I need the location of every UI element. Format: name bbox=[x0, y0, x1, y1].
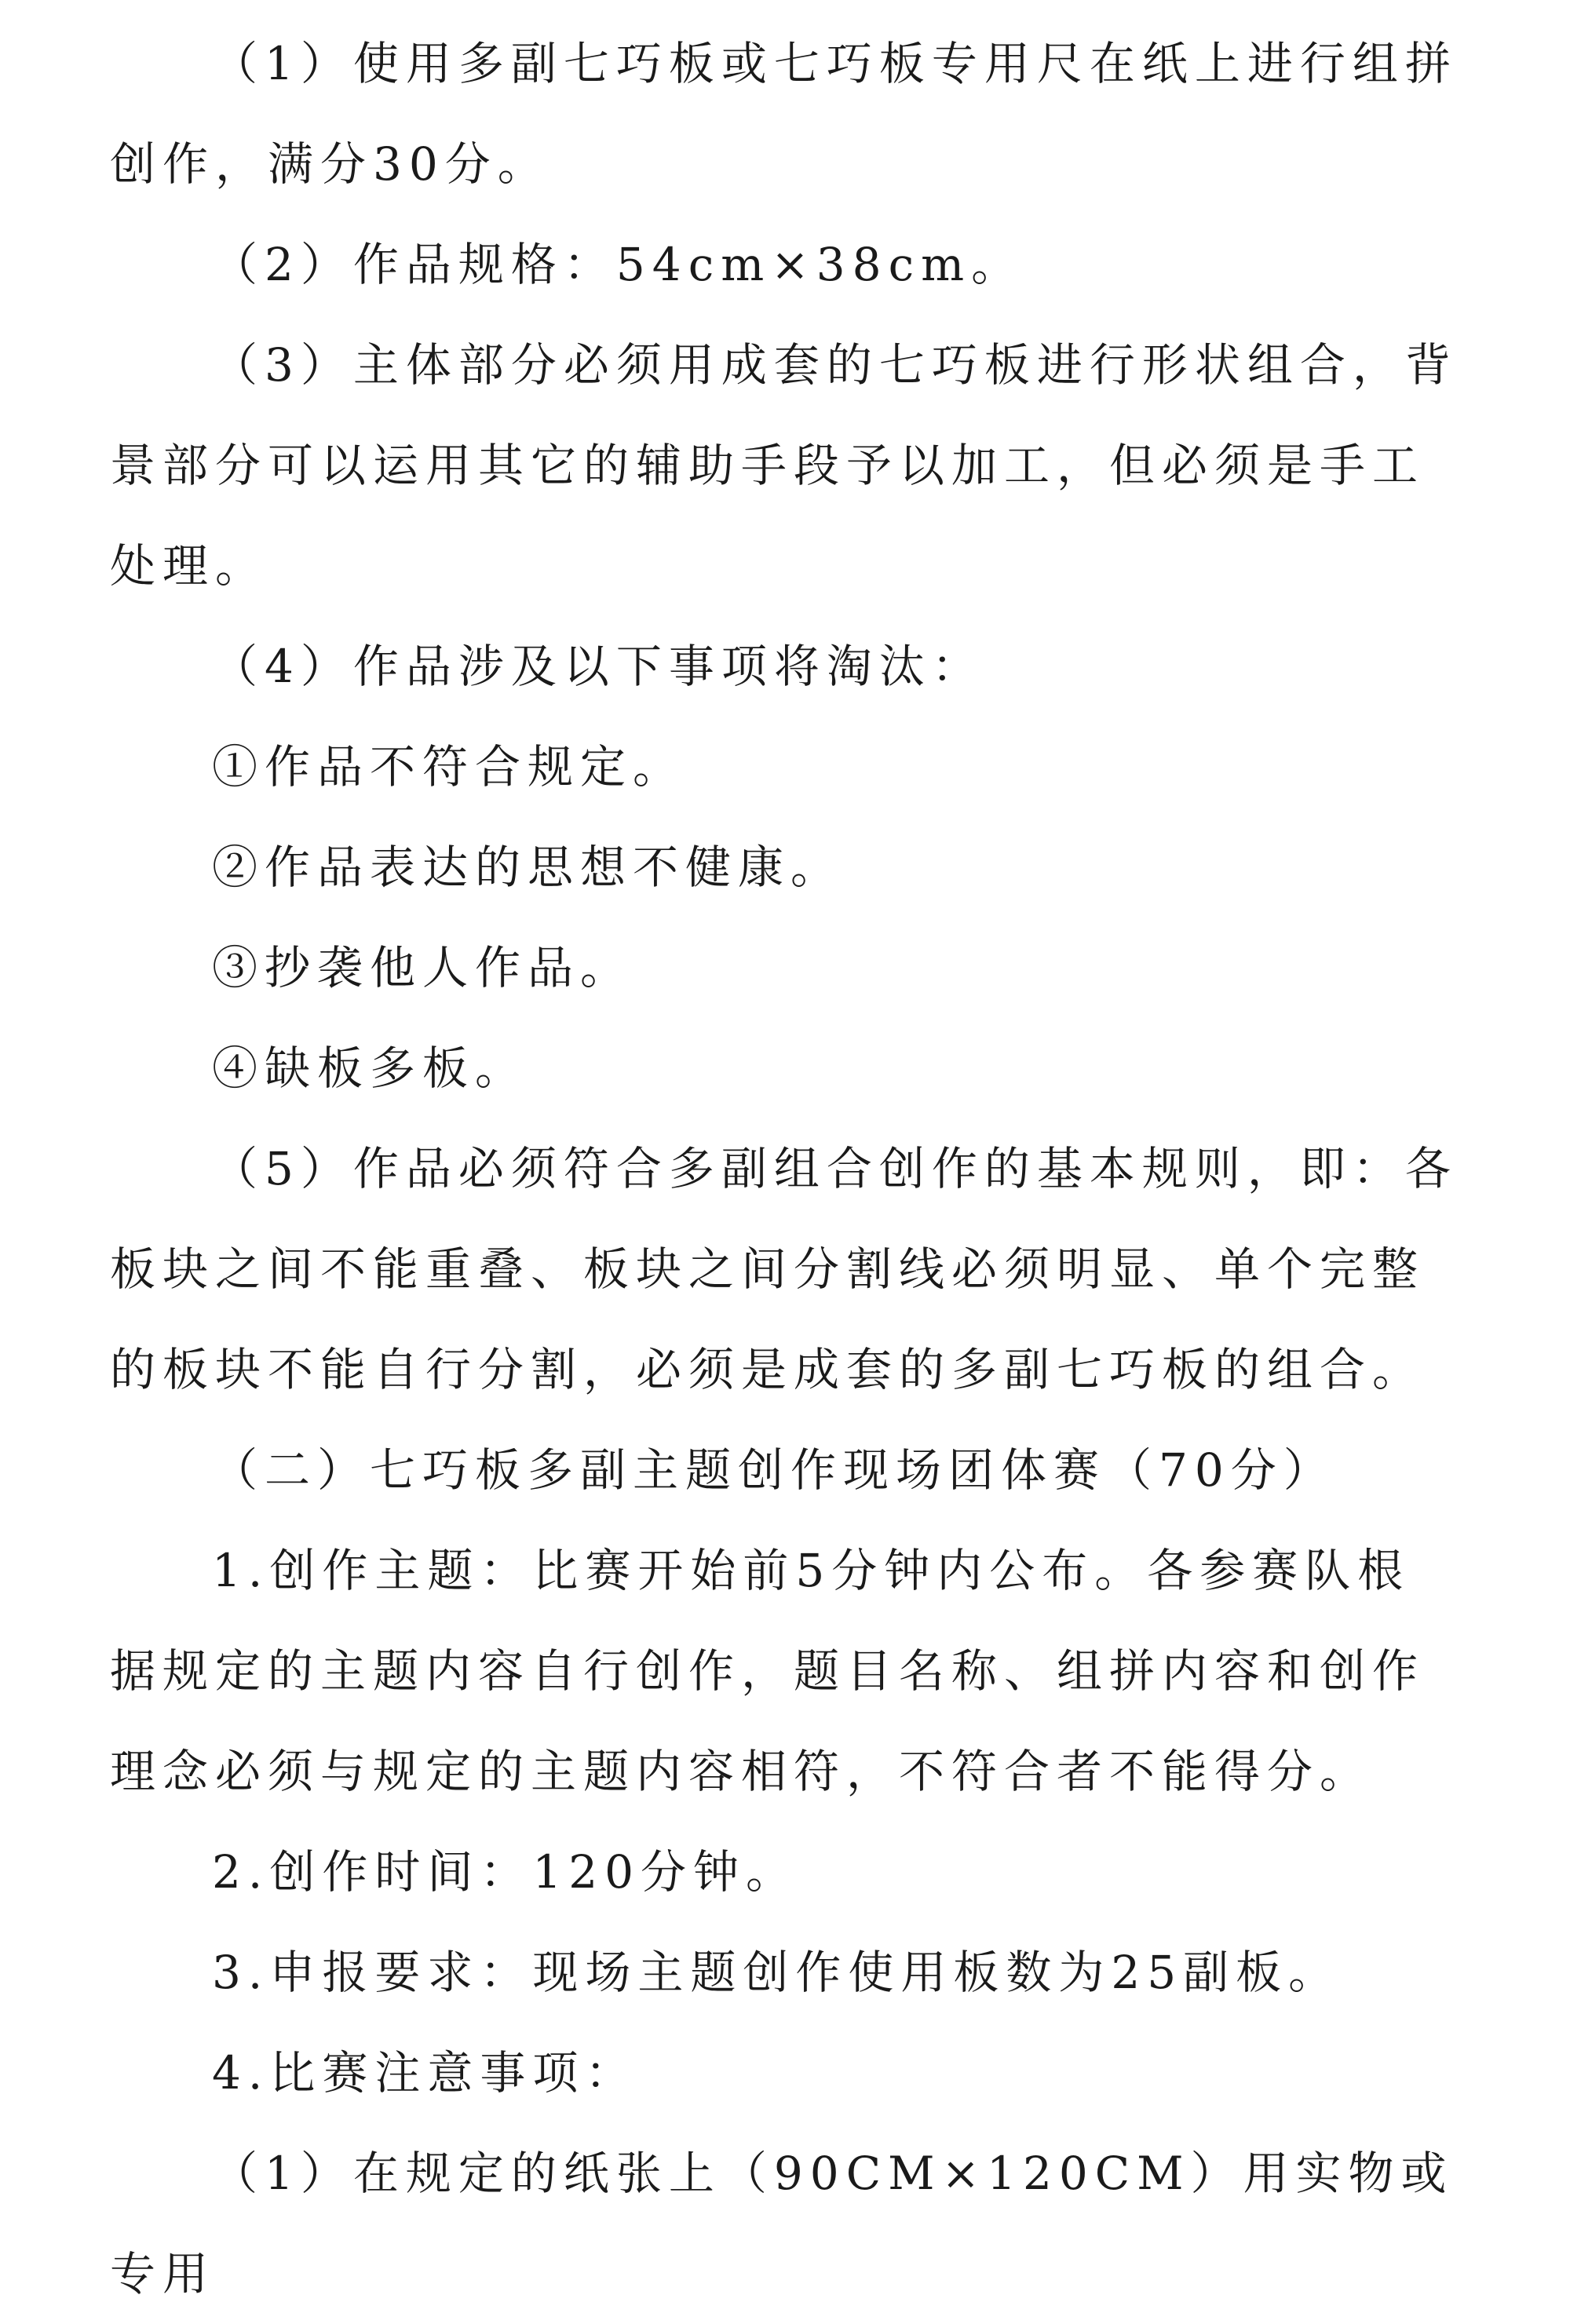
list-item-2: ②作品表达的思想不健康。 bbox=[212, 841, 844, 894]
section-heading-team-contest: （二）七巧板多副主题创作现场团体赛（70分） bbox=[212, 1443, 1336, 1497]
paragraph-theme: 1.创作主题：比赛开始前5分钟内公布。各参赛队根据规定的主题内容自行创作，题目名称、组拼内容和创作理念必须与规定的主题内容相符，不符合者不能得分。 bbox=[110, 1544, 1426, 1798]
paragraph-rule-4: （4）作品涉及以下事项将淘汰： bbox=[212, 640, 984, 693]
paragraph-rule-5: （5）作品必须符合多副组合创作的基本规则，即：各板块之间不能重叠、板块之间分割线必须明显、单个完整的板块不能自行分割，必须是成套的多副七巧板的组合。 bbox=[110, 1142, 1458, 1396]
list-item-1: ①作品不符合规定。 bbox=[212, 740, 686, 794]
paragraph-time: 2.创作时间：120分钟。 bbox=[212, 1845, 799, 1899]
list-item-3: ③抄袭他人作品。 bbox=[212, 941, 633, 994]
paragraph-notes-heading: 4.比赛注意事项： bbox=[212, 2046, 638, 2100]
list-item-4: ④缺板多板。 bbox=[212, 1042, 528, 1095]
paragraph-rule-2: （2）作品规格：54cm×38cm。 bbox=[212, 238, 1024, 291]
paragraph-note-1: （1）在规定的纸张上（90CM×120CM）用实物或专用 bbox=[110, 2147, 1454, 2300]
paragraph-rule-3: （3）主体部分必须用成套的七巧板进行形状组合，背景部分可以运用其它的辅助手段予以加工，但必须是手工处理。 bbox=[110, 338, 1458, 593]
paragraph-rule-1: （1）使用多副七巧板或七巧板专用尺在纸上进行组拼创作，满分30分。 bbox=[110, 37, 1458, 191]
paragraph-requirements: 3.申报要求：现场主题创作使用板数为25副板。 bbox=[212, 1946, 1342, 1999]
